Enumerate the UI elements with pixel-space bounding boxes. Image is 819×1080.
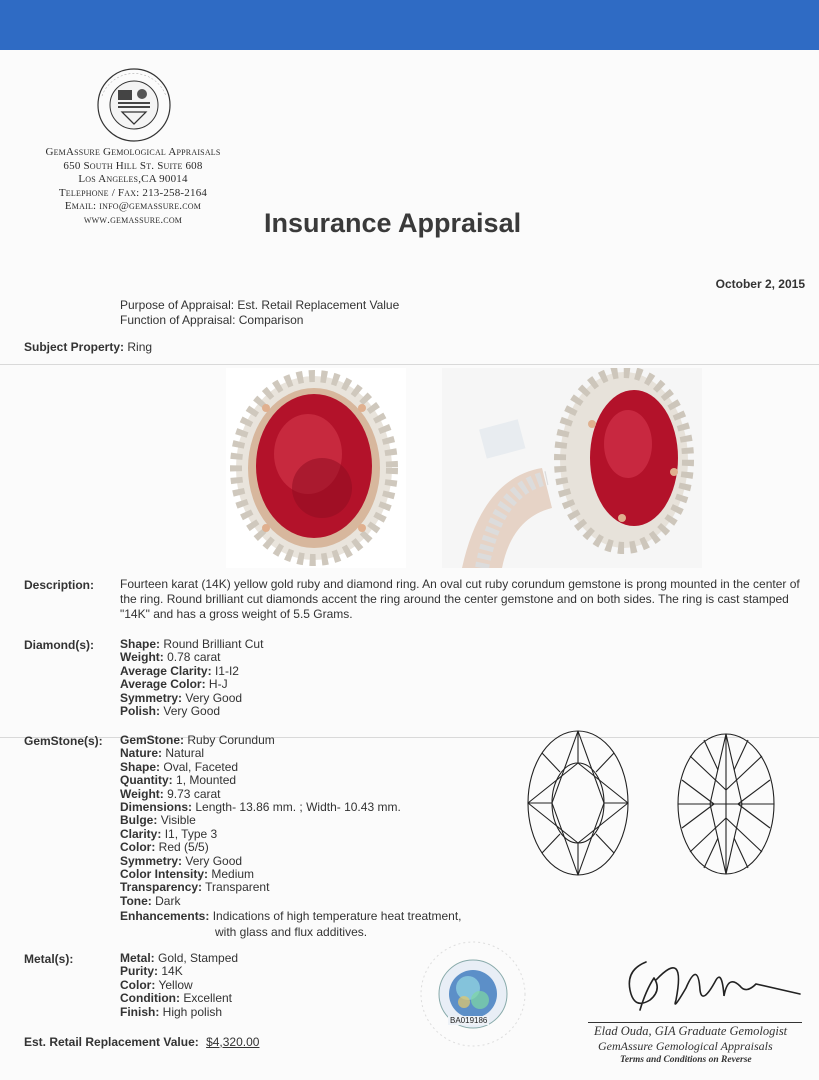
property-row: Bulge: Visible	[120, 813, 196, 828]
property-row: Condition: Excellent	[120, 991, 233, 1006]
metal-properties	[120, 952, 238, 1019]
purpose-line	[120, 298, 399, 312]
property-row: Weight: 0.78 carat	[120, 650, 221, 665]
purpose-label: Purpose of Appraisal:	[120, 298, 235, 312]
document-title: Insurance Appraisal	[264, 208, 522, 238]
diamonds-properties	[120, 638, 263, 718]
property-row: Finish: High polish	[120, 1004, 223, 1019]
subject-label: Subject Property:	[24, 340, 125, 354]
description-label: Description:	[24, 578, 95, 592]
property-row: Dimensions: Length- 13.86 mm. ; Width- 10.43 mm.	[120, 800, 401, 815]
company-address-line2: Los Angeles,CA 90014	[78, 173, 188, 185]
signature-graphic	[616, 950, 806, 1022]
blue-header-band	[0, 0, 819, 50]
signature-line	[588, 1022, 802, 1023]
purpose-value: Est. Retail Replacement Value	[237, 298, 400, 312]
property-row: Color Intensity: Medium	[120, 867, 255, 882]
property-row: Metal: Gold, Stamped	[120, 951, 239, 965]
fold-line	[0, 364, 819, 365]
function-value: Comparison	[238, 313, 304, 327]
company-phone: Telephone / Fax: 213-258-2164	[58, 186, 208, 199]
oval-crown-diagram	[674, 730, 778, 878]
property-row: Symmetry: Very Good	[120, 853, 243, 868]
appraisal-date: October 2, 2015	[715, 277, 805, 291]
terms-note: Terms and Conditions on Reverse	[620, 1055, 752, 1065]
ring-photo-front	[226, 368, 406, 568]
oval-pavilion-diagram	[524, 727, 632, 879]
property-row: Average Color: H-J	[120, 677, 228, 692]
property-row: Average Clarity: I1-I2	[120, 663, 239, 678]
property-row: Tone: Dark	[120, 893, 181, 908]
gemstone-label: GemStone(s):	[24, 734, 103, 748]
property-row: Shape: Round Brilliant Cut	[120, 637, 264, 651]
metal-label: Metal(s):	[24, 952, 74, 966]
description-text: Fourteen karat (14K) yellow gold ruby and diamond ring. An oval cut ruby corundum gemstone is prong mounted in the center of the ring. Round brilliant cut diamonds accent the ring around the center gemstone and on both sides. The ring is cast stamped "14K" and has a gross weight of 5.5 Grams.	[120, 577, 800, 621]
property-row: Enhancements: Indications of high temperature heat treatment,	[120, 909, 462, 924]
gemstone-properties	[120, 734, 462, 939]
property-row: Color: Red (5/5)	[120, 840, 209, 855]
property-row: Nature: Natural	[120, 746, 205, 761]
function-line	[120, 313, 303, 327]
company-address-line1: 650 South Hill St. Suite 608	[63, 159, 203, 172]
property-row-continuation: with glass and flux additives.	[215, 924, 368, 939]
property-row: Color: Yellow	[120, 977, 193, 992]
company-block	[8, 146, 258, 227]
signer-company: GemAssure Gemological Appraisals	[598, 1039, 773, 1053]
hologram-serial: BA019186	[450, 1016, 488, 1025]
company-website: www.gemassure.com	[83, 213, 183, 226]
function-label: Function of Appraisal:	[120, 313, 236, 327]
company-email: Email: info@gemassure.com	[64, 200, 202, 212]
property-row: Weight: 9.73 carat	[120, 786, 221, 801]
property-row: Transparency: Transparent	[120, 880, 270, 895]
value-line	[24, 1035, 259, 1049]
subject-value: Ring	[127, 340, 153, 354]
property-row: GemStone: Ruby Corundum	[120, 733, 275, 747]
diamonds-label: Diamond(s):	[24, 638, 94, 652]
value-label: Est. Retail Replacement Value:	[24, 1035, 199, 1049]
value-amount: $4,320.00	[206, 1035, 260, 1049]
property-row: Symmetry: Very Good	[120, 690, 243, 705]
property-row: Clarity: I1, Type 3	[120, 826, 218, 841]
property-row: Purity: 14K	[120, 964, 183, 979]
gemassure-logo	[92, 66, 176, 144]
signer-name: Elad Ouda, GIA Graduate Gemologist	[594, 1024, 788, 1038]
ring-photo-side	[442, 368, 702, 568]
subject-line	[24, 340, 152, 354]
property-row: Polish: Very Good	[120, 704, 221, 719]
company-name: GemAssure Gemological Appraisals	[45, 146, 221, 158]
property-row: Quantity: 1, Mounted	[120, 773, 237, 788]
property-row: Shape: Oval, Faceted	[120, 759, 239, 774]
hologram-seal	[398, 940, 548, 1048]
